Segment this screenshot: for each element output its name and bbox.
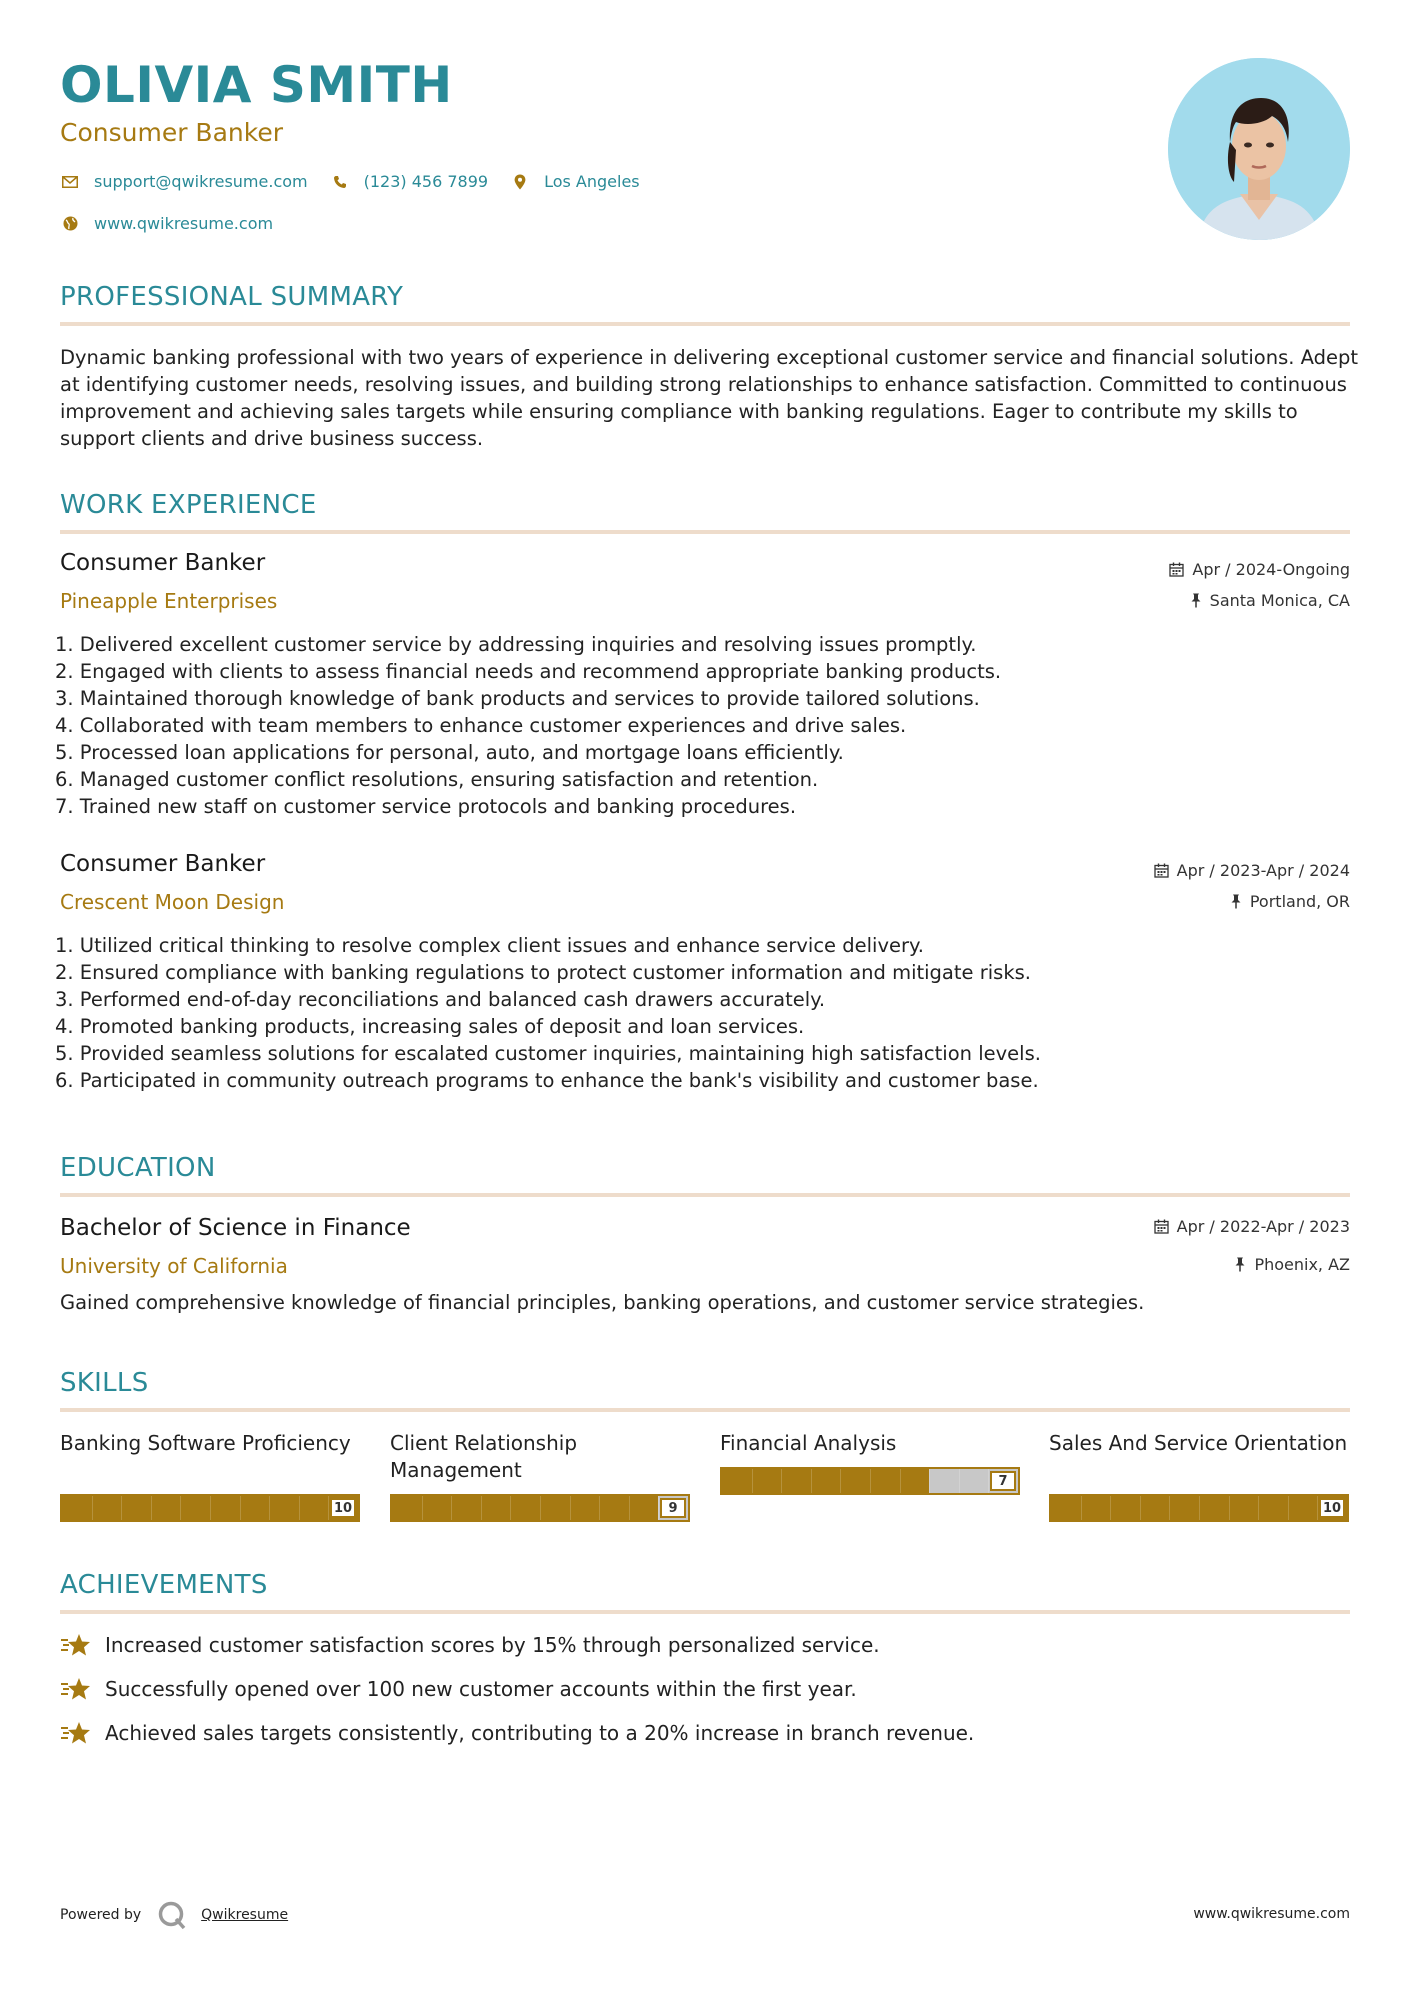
job-company: Crescent Moon Design bbox=[60, 890, 285, 914]
calendar-icon bbox=[1154, 1219, 1169, 1234]
job-location bbox=[1230, 892, 1350, 911]
skill-segment-divider bbox=[1081, 1496, 1082, 1520]
skill-segment-divider bbox=[1140, 1496, 1141, 1520]
email-text: support@qwikresume.com bbox=[94, 172, 308, 191]
skill-segment-divider bbox=[481, 1496, 482, 1520]
list-item: 4. Collaborated with team members to enhance customer experiences and drive sales. bbox=[55, 714, 907, 737]
skill-score: 9 bbox=[660, 1498, 686, 1518]
education-description: Gained comprehensive knowledge of financial principles, banking operations, and customer service strategies. bbox=[60, 1291, 1145, 1314]
education-degree: Bachelor of Science in Finance bbox=[60, 1215, 411, 1241]
section-divider bbox=[60, 1408, 1350, 1412]
website-text: www.qwikresume.com bbox=[94, 214, 274, 233]
job-bullets bbox=[55, 631, 1355, 820]
skill-segment-divider bbox=[1110, 1496, 1111, 1520]
achievement-item bbox=[60, 1720, 974, 1746]
achievement-item bbox=[60, 1632, 880, 1658]
achievement-item bbox=[60, 1676, 857, 1702]
summary-text: Dynamic banking professional with two years of experience in delivering exceptional customer service and financial solutions. Adept at identifying customer needs, resolving issues, and building strong relationships to enhance satisfaction. Committed to continuous improvement and achieving sales targets while ensuring compliance with banking regulations. Eager to contribute my skills to support clients and drive business success. bbox=[60, 346, 1359, 450]
skill-segment-divider bbox=[1169, 1496, 1170, 1520]
list-item: 5. Processed loan applications for personal, auto, and mortgage loans efficiently. bbox=[55, 741, 844, 764]
contact-phone[interactable] bbox=[330, 172, 488, 191]
section-divider bbox=[60, 530, 1350, 534]
skill-segment-divider bbox=[629, 1496, 630, 1520]
skill-level-fill bbox=[722, 1469, 929, 1493]
pushpin-icon bbox=[1234, 1257, 1246, 1272]
skill-segment-divider bbox=[210, 1496, 211, 1520]
skill-level-bar bbox=[720, 1467, 1020, 1495]
skill-score: 10 bbox=[330, 1498, 356, 1518]
skill-segment-divider bbox=[510, 1496, 511, 1520]
list-item: 3. Performed end-of-day reconciliations and balanced cash drawers accurately. bbox=[55, 988, 826, 1011]
calendar-icon bbox=[1154, 863, 1169, 878]
skill-segment-divider bbox=[121, 1496, 122, 1520]
skill-segment-divider bbox=[269, 1496, 270, 1520]
contact-website[interactable] bbox=[60, 214, 273, 233]
job-dates-text: Apr / 2023-Apr / 2024 bbox=[1176, 861, 1350, 880]
phone-icon bbox=[330, 173, 350, 191]
skill-segment-divider bbox=[959, 1469, 960, 1493]
job-dates bbox=[1169, 560, 1350, 579]
skill-segment-divider bbox=[870, 1469, 871, 1493]
skill-segment-divider bbox=[92, 1496, 93, 1520]
profile-photo bbox=[1168, 58, 1350, 240]
section-divider bbox=[60, 1193, 1350, 1197]
footer-powered-by bbox=[60, 1900, 288, 1930]
job-location-text: Santa Monica, CA bbox=[1209, 591, 1350, 610]
education-location bbox=[1234, 1255, 1350, 1274]
list-item: 5. Provided seamless solutions for escalated customer inquiries, maintaining high satisfaction levels. bbox=[55, 1042, 1041, 1065]
calendar-icon bbox=[1169, 562, 1184, 577]
skill-segment-divider bbox=[811, 1469, 812, 1493]
star-award-icon bbox=[60, 1720, 94, 1746]
contact-row bbox=[60, 172, 662, 191]
skill-level-bar bbox=[390, 1494, 690, 1522]
skill-item bbox=[60, 1430, 360, 1516]
skill-name: Financial Analysis bbox=[720, 1431, 897, 1455]
qwikresume-logo-icon bbox=[157, 1900, 187, 1930]
list-item: 1. Delivered excellent customer service by addressing inquiries and resolving issues promptly. bbox=[55, 633, 977, 656]
skill-segment-divider bbox=[752, 1469, 753, 1493]
skill-segment-divider bbox=[840, 1469, 841, 1493]
skill-segment-divider bbox=[900, 1469, 901, 1493]
skill-segment-divider bbox=[570, 1496, 571, 1520]
map-pin-icon bbox=[510, 173, 530, 191]
qwikresume-link[interactable]: Qwikresume bbox=[201, 1907, 289, 1923]
skill-level-bar bbox=[60, 1494, 360, 1522]
skill-segment-divider bbox=[1288, 1496, 1289, 1520]
list-item: 4. Promoted banking products, increasing sales of deposit and loan services. bbox=[55, 1015, 805, 1038]
education-dates bbox=[1154, 1217, 1350, 1236]
skill-segment-divider bbox=[599, 1496, 600, 1520]
list-item: 2. Ensured compliance with banking regulations to protect customer information and mitigate risks. bbox=[55, 961, 1031, 984]
job-title: Consumer Banker bbox=[60, 851, 266, 877]
footer-website[interactable]: www.qwikresume.com bbox=[1193, 1906, 1350, 1922]
job-location-text: Portland, OR bbox=[1249, 892, 1350, 911]
skill-segment-divider bbox=[451, 1496, 452, 1520]
skill-segment-divider bbox=[1258, 1496, 1259, 1520]
education-location-text: Phoenix, AZ bbox=[1254, 1255, 1350, 1274]
list-item: 6. Participated in community outreach programs to enhance the bank's visibility and customer base. bbox=[55, 1069, 1039, 1092]
section-title-education: EDUCATION bbox=[60, 1153, 216, 1183]
list-item: 7. Trained new staff on customer service protocols and banking procedures. bbox=[55, 795, 797, 818]
job-bullets bbox=[55, 932, 1355, 1094]
achievement-text: Increased customer satisfaction scores by 15% through personalized service. bbox=[105, 1633, 880, 1657]
section-title-skills: SKILLS bbox=[60, 1368, 149, 1398]
skill-name: Client Relationship Management bbox=[390, 1431, 578, 1482]
skill-segment-divider bbox=[781, 1469, 782, 1493]
job-title: Consumer Banker bbox=[60, 550, 266, 576]
job-company: Pineapple Enterprises bbox=[60, 589, 278, 613]
list-item: 1. Utilized critical thinking to resolve complex client issues and enhance service delivery. bbox=[55, 934, 924, 957]
skill-segment-divider bbox=[540, 1496, 541, 1520]
skill-name: Banking Software Proficiency bbox=[60, 1431, 351, 1455]
skill-segment-divider bbox=[299, 1496, 300, 1520]
section-title-achievements: ACHIEVEMENTS bbox=[60, 1570, 268, 1600]
education-dates-text: Apr / 2022-Apr / 2023 bbox=[1176, 1217, 1350, 1236]
skill-score: 7 bbox=[990, 1471, 1016, 1491]
section-title-experience: WORK EXPERIENCE bbox=[60, 490, 317, 520]
skill-segment-divider bbox=[1199, 1496, 1200, 1520]
star-award-icon bbox=[60, 1676, 94, 1702]
skill-segment-divider bbox=[929, 1469, 930, 1493]
job-dates-text: Apr / 2024-Ongoing bbox=[1192, 560, 1350, 579]
education-school: University of California bbox=[60, 1254, 288, 1278]
globe-icon bbox=[60, 215, 80, 233]
envelope-icon bbox=[60, 173, 80, 191]
skill-name: Sales And Service Orientation bbox=[1049, 1431, 1348, 1455]
skill-segment-divider bbox=[180, 1496, 181, 1520]
skill-segment-divider bbox=[240, 1496, 241, 1520]
job-dates bbox=[1154, 861, 1350, 880]
section-title-summary: PROFESSIONAL SUMMARY bbox=[60, 282, 404, 312]
location-text: Los Angeles bbox=[544, 172, 640, 191]
contact-location bbox=[510, 172, 640, 191]
candidate-name: OLIVIA SMITH bbox=[60, 56, 453, 114]
list-item: 2. Engaged with clients to assess financial needs and recommend appropriate banking products. bbox=[55, 660, 1002, 683]
list-item: 6. Managed customer conflict resolutions, ensuring satisfaction and retention. bbox=[55, 768, 819, 791]
powered-by-label: Powered by bbox=[60, 1907, 142, 1923]
skill-item bbox=[390, 1430, 690, 1516]
job-location bbox=[1190, 591, 1350, 610]
skill-score: 10 bbox=[1319, 1498, 1345, 1518]
pushpin-icon bbox=[1190, 593, 1202, 608]
section-divider bbox=[60, 322, 1350, 326]
skill-segment-divider bbox=[1229, 1496, 1230, 1520]
achievement-text: Achieved sales targets consistently, contributing to a 20% increase in branch revenue. bbox=[105, 1721, 975, 1745]
pushpin-icon bbox=[1230, 894, 1242, 909]
contact-email[interactable] bbox=[60, 172, 308, 191]
section-divider bbox=[60, 1610, 1350, 1614]
skill-segment-divider bbox=[422, 1496, 423, 1520]
star-award-icon bbox=[60, 1632, 94, 1658]
skill-item bbox=[720, 1430, 1020, 1489]
skill-item bbox=[1049, 1430, 1349, 1516]
skill-segment-divider bbox=[151, 1496, 152, 1520]
phone-text: (123) 456 7899 bbox=[363, 172, 489, 191]
candidate-title: Consumer Banker bbox=[60, 118, 283, 147]
skill-level-bar bbox=[1049, 1494, 1349, 1522]
achievement-text: Successfully opened over 100 new customer accounts within the first year. bbox=[105, 1677, 857, 1701]
contact-row-website bbox=[60, 214, 295, 233]
skill-level-fill bbox=[392, 1496, 658, 1520]
list-item: 3. Maintained thorough knowledge of bank products and services to provide tailored solutions. bbox=[55, 687, 980, 710]
